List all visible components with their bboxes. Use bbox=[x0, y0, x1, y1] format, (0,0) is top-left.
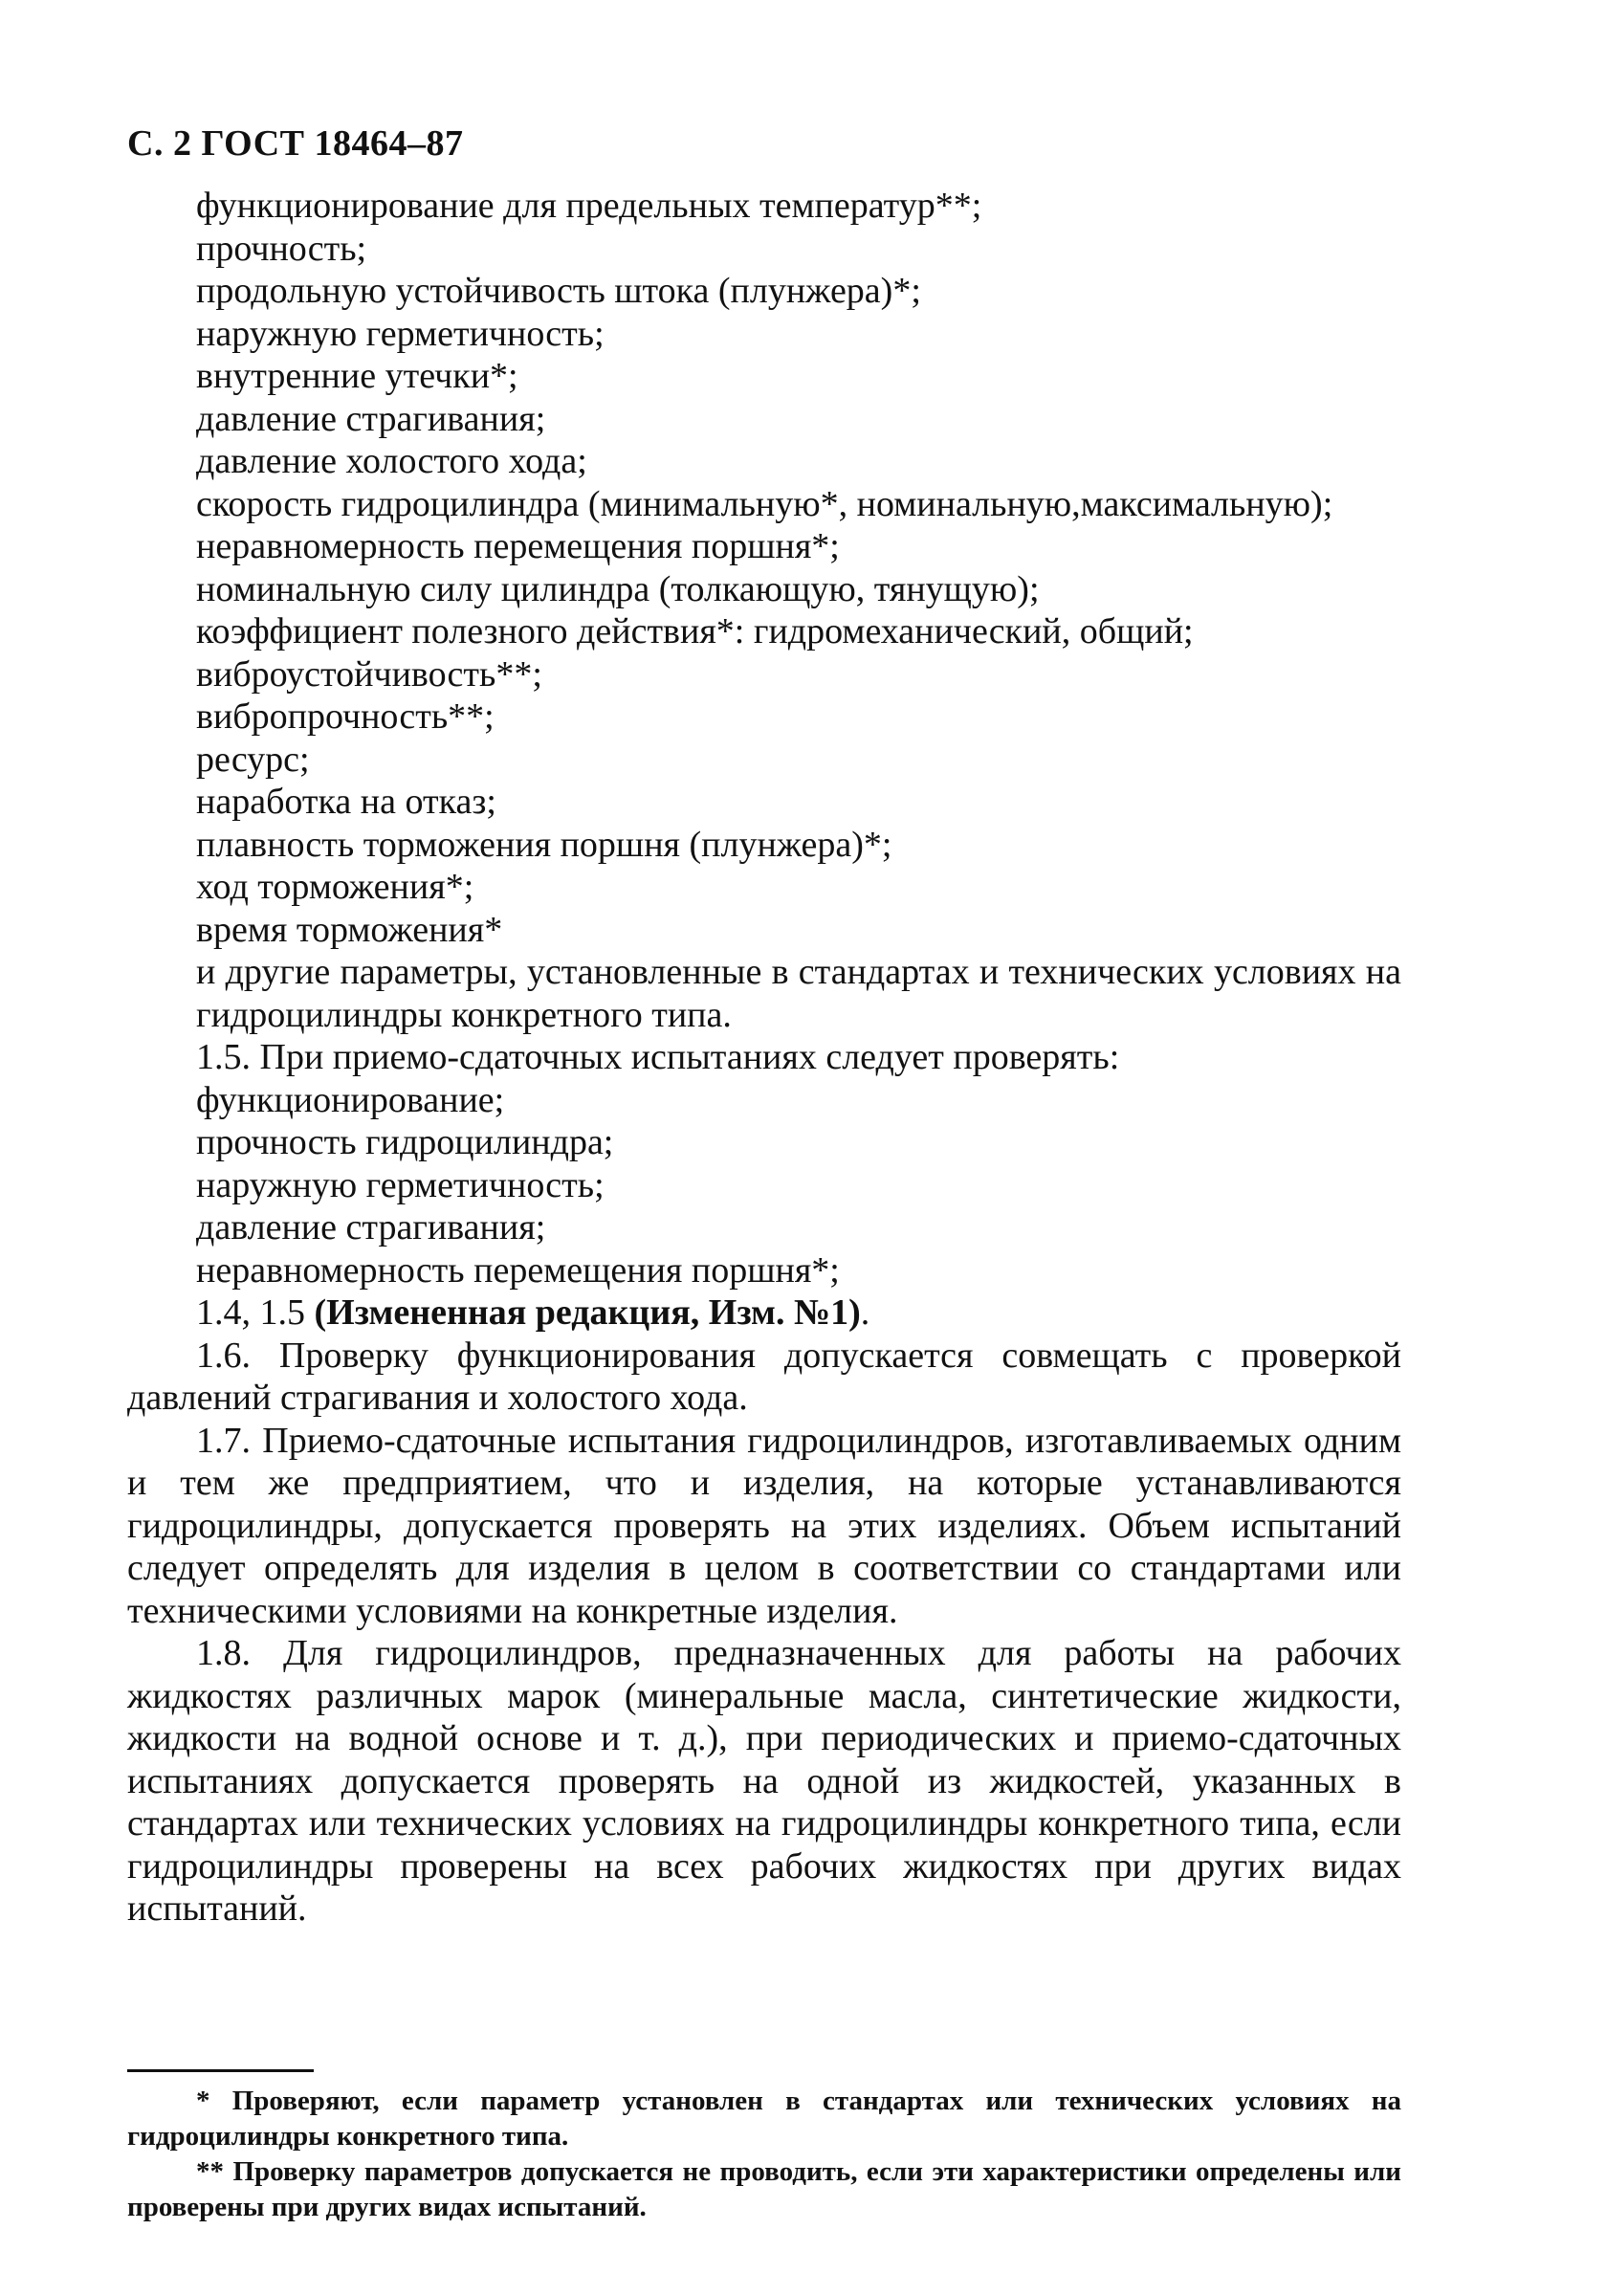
main-text bbox=[127, 185, 1401, 1931]
section-1-5-intro: 1.5. При приемо-сдаточных испытаниях следует проверять: bbox=[196, 1037, 1120, 1077]
list-item: ресурс; bbox=[196, 739, 310, 780]
list-item: прочность; bbox=[196, 228, 367, 269]
revision-note-bold: (Измененная редакция, Изм. №1) bbox=[314, 1292, 861, 1333]
revision-note bbox=[196, 1292, 1401, 1335]
acceptance-test-list bbox=[196, 1079, 1401, 1292]
list-item: наружную герметичность; bbox=[196, 1164, 605, 1205]
footnote-double-asterisk: ** Проверку параметров допускается не проводить, если эти характеристики определены или проверены при других видах испытаний. bbox=[127, 2156, 1401, 2222]
list-item: номинальную силу цилиндра (толкающую, тянущую); bbox=[196, 568, 1040, 609]
list-item: продольную устойчивость штока (плунжера)*; bbox=[196, 271, 921, 311]
footnote-single-asterisk: * Проверяют, если параметр установлен в стандартах или технических условиях на гидроцилиндры конкретного типа. bbox=[127, 2086, 1401, 2152]
list-item: прочность гидроцилиндра; bbox=[196, 1122, 614, 1162]
paragraph-1-8: 1.8. Для гидроцилиндров, предназначенных для работы на рабочих жидкостях различных марок (минеральные масла, синтетические жидкости, жидкости на водной основе и т. д.), при периодических и приемо-сдаточных испытаниях допускается проверять на одной из жидкостей, указанных в стандартах или технических условиях на гидроцилиндры конкретного типа, если гидроцилиндры проверены на всех рабочих жидкостях при других видах испытаний. bbox=[127, 1633, 1401, 1929]
list-item: давление холостого хода; bbox=[196, 441, 587, 481]
revision-note-suffix: . bbox=[860, 1292, 870, 1333]
paragraph-1-7: 1.7. Приемо-сдаточные испытания гидроцилиндров, изготавливаемых одним и тем же предприятием, что и изделия, на которые устанавливаются гидроцилиндры, допускается проверять на этих изделиях. Объем испытаний следует определять для изделия в целом в соответствии со стандартами или техническими условиями на конкретные изделия. bbox=[127, 1420, 1401, 1631]
paragraph-other-params: и другие параметры, установленные в стандартах и технических условиях на гидроцилиндры конкретного типа. bbox=[196, 952, 1401, 1035]
list-item: функционирование для предельных температур**; bbox=[196, 186, 982, 226]
list-item: давление страгивания; bbox=[196, 1207, 546, 1247]
list-item: коэффициент полезного действия*: гидромеханический, общий; bbox=[196, 611, 1194, 651]
page-header: С. 2 ГОСТ 18464–87 bbox=[127, 123, 464, 164]
parameter-list bbox=[196, 185, 1401, 951]
list-item: ход торможения*; bbox=[196, 867, 474, 907]
paragraph-1-6: 1.6. Проверку функционирования допускается совмещать с проверкой давлений страгивания и холостого хода. bbox=[127, 1335, 1401, 1418]
list-item: вибропрочность**; bbox=[196, 696, 495, 737]
list-item: плавность торможения поршня (плунжера)*; bbox=[196, 824, 892, 865]
list-item: внутренние утечки*; bbox=[196, 356, 518, 396]
list-item: давление страгивания; bbox=[196, 398, 546, 439]
list-item: время торможения* bbox=[196, 909, 503, 950]
footnote-divider bbox=[127, 2069, 314, 2072]
list-item: виброустойчивость**; bbox=[196, 653, 542, 695]
list-item: неравномерность перемещения поршня*; bbox=[196, 1249, 840, 1291]
footnotes bbox=[127, 2084, 1401, 2225]
revision-note-prefix: 1.4, 1.5 bbox=[196, 1292, 315, 1333]
list-item: наработка на отказ; bbox=[196, 782, 496, 822]
list-item: функционирование; bbox=[196, 1079, 505, 1120]
list-item: наружную герметичность; bbox=[196, 313, 605, 354]
list-item: неравномерность перемещения поршня*; bbox=[196, 526, 840, 566]
list-item: скорость гидроцилиндра (минимальную*, номинальную,максимальную); bbox=[196, 483, 1333, 524]
